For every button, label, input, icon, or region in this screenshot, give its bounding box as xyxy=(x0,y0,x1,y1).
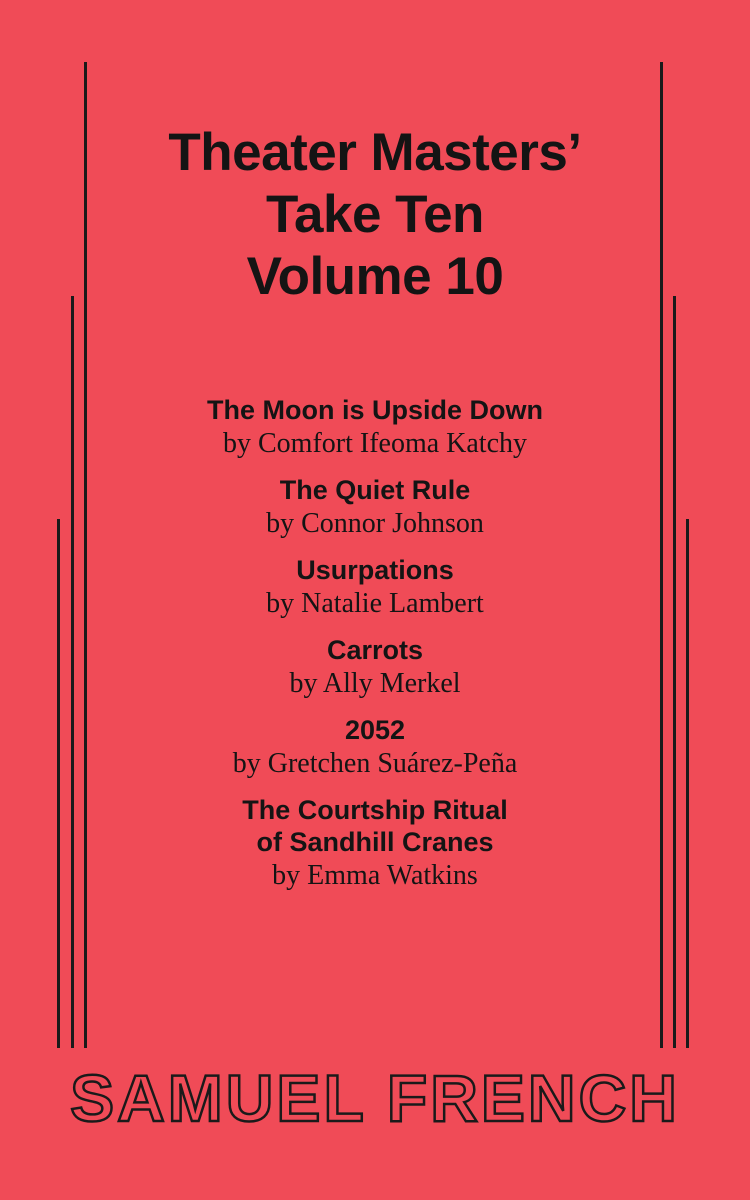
play-entry-1 xyxy=(0,394,750,462)
play-author: by Natalie Lambert xyxy=(266,588,484,619)
play-author: by Ally Merkel xyxy=(289,668,461,699)
play-title: The Moon is Upside Down xyxy=(207,395,543,425)
play-title: Usurpations xyxy=(296,555,454,585)
play-title: The Quiet Rule xyxy=(279,475,471,505)
book-title-line-2: Take Ten xyxy=(266,185,484,244)
play-title: of Sandhill Cranes xyxy=(256,827,494,857)
play-entry-2 xyxy=(0,474,750,542)
play-author: by Gretchen Suárez-Peña xyxy=(232,748,518,779)
publisher-logo: SAMUEL FRENCH xyxy=(70,1061,680,1135)
play-entry-5 xyxy=(0,714,750,782)
play-author: by Comfort Ifeoma Katchy xyxy=(222,428,528,459)
book-title-line-3: Volume 10 xyxy=(246,247,504,306)
book-title-line-1: Theater Masters’ xyxy=(168,123,582,182)
play-list xyxy=(0,394,750,894)
play-entry-6 xyxy=(0,794,750,894)
play-entry-3 xyxy=(0,554,750,622)
book-title xyxy=(0,122,750,308)
play-title: 2052 xyxy=(344,715,406,745)
play-author: by Connor Johnson xyxy=(266,508,484,539)
play-title: Carrots xyxy=(326,635,424,665)
play-title: The Courtship Ritual xyxy=(242,795,508,825)
play-entry-4 xyxy=(0,634,750,702)
play-author: by Emma Watkins xyxy=(272,860,478,891)
